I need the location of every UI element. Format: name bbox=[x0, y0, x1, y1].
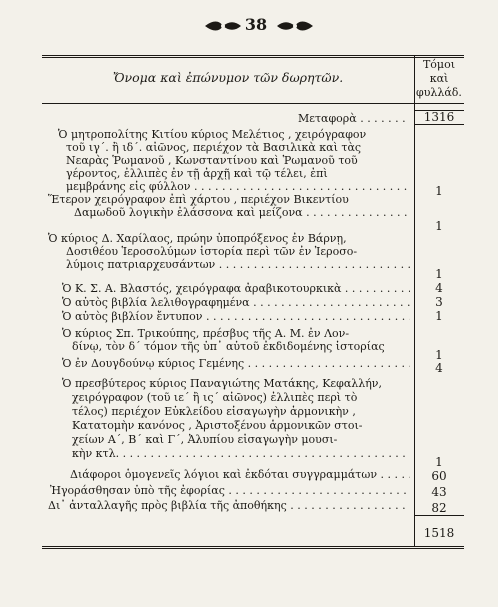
entry-line: Ἕτερον χειρόγραφον ἐπὶ χάρτου , περιέχον Βικεντίου bbox=[48, 193, 349, 206]
header-rule bbox=[42, 103, 464, 104]
entry-volumes: 43 bbox=[431, 485, 447, 499]
entry-line: Νεαρὰς Ῥωμανοῦ , Κωνσταντίνου καὶ Ῥωμανοῦ τοῦ bbox=[66, 154, 358, 167]
entry-line: λύμοις πατριαρχευσάντων . . . bbox=[66, 258, 410, 271]
table-bottom-rule bbox=[42, 546, 464, 549]
sum-rule bbox=[414, 515, 464, 516]
entry-line: Ὁ κύριος Δ. Χαρίλαος, πρώην ὑποπρόξενος ἐν Βάρνῃ, bbox=[48, 232, 347, 245]
entry-line: Δοσιθέου Ἱεροσολύμων ἱστορία περὶ τῶν ἐν Ἱεροσο- bbox=[66, 245, 358, 258]
entry-line: Ὁ μητροπολίτης Κιτίου κύριος Μελέτιος , χειρόγραφον bbox=[58, 128, 367, 141]
entry-line: Ὁ κύριος Σπ. Τρικούπης, πρέσβυς τῆς Α. Μ. ἐν Λον- bbox=[62, 327, 350, 340]
entry-line: Κατατομὴν κανόνος , Ἀριστοξένου ἁρμονικῶν στοι- bbox=[72, 419, 363, 432]
entry-volumes: 4 bbox=[435, 281, 443, 295]
entry-volumes: 1 bbox=[435, 309, 443, 323]
entry-line: Δαμωδοῦ λογικὴν ἐλάσσονα καὶ μείζονα . . . bbox=[74, 206, 410, 219]
entry-volumes: 1 bbox=[435, 455, 443, 469]
volumes-header-line: καὶ bbox=[429, 72, 449, 85]
ornament-fleuron-left-icon bbox=[205, 20, 241, 32]
entry-line: Δι᾽ ἀνταλλαγῆς πρὸς βιβλία τῆς ἀποθήκης . . . bbox=[48, 499, 410, 512]
carried-forward-volumes: 1316 bbox=[414, 110, 464, 125]
entry-volumes: 1 bbox=[435, 348, 443, 362]
entry-line: Ὁ αὐτὸς βιβλία λελιθογραφημένα . . . bbox=[62, 296, 410, 309]
volumes-header-line: φυλλάδ. bbox=[416, 86, 462, 99]
entry-volumes: 60 bbox=[431, 469, 447, 483]
entry-line: τέλος) περιέχον Εὐκλείδου εἰσαγωγὴν ἁρμονικὴν , bbox=[72, 405, 356, 418]
entry-volumes: 1 bbox=[435, 184, 443, 198]
total-volumes: 1518 bbox=[423, 526, 455, 540]
carried-forward-label: Μεταφορὰ . . . bbox=[298, 112, 408, 125]
entry-line: Ὁ Κ. Σ. Α. Βλαστός, χειρόγραφα ἀραβικοτουρκικὰ . . . bbox=[62, 282, 410, 295]
entry-line: Ὁ πρεσβύτερος κύριος Παναγιώτης Ματάκης, Κεφαλλήν, bbox=[62, 377, 382, 390]
entry-volumes: 4 bbox=[435, 361, 443, 375]
entry-volumes: 82 bbox=[431, 501, 447, 515]
entry-line: τοῦ ιγ΄. ἢ ιδ΄. αἰῶνος, περιέχον τὰ Βασιλικὰ καὶ τὰς bbox=[66, 141, 362, 154]
entry-line: γέροντος, ἐλλιπὲς ἐν τῇ ἀρχῇ καὶ τῷ τέλει, ἐπὶ bbox=[66, 167, 328, 180]
name-column-header: Ὄνομα καὶ ἐπώνυμον τῶν δωρητῶν. bbox=[112, 70, 344, 85]
volumes-column-header bbox=[414, 58, 464, 100]
ornament-fleuron-right-icon bbox=[277, 20, 313, 32]
entry-line: Ὁ ἐν Δουγδούνῳ κύριος Γεμένης . . . bbox=[62, 357, 410, 370]
page-header bbox=[0, 16, 498, 36]
entry-line: Διάφοροι ὁμογενεῖς λόγιοι καὶ ἐκδόται συγγραμμάτων . . . bbox=[70, 468, 410, 481]
entry-line: δίνῳ, τὸν δ΄ τόμον τῆς ὑπ᾽ αὐτοῦ ἐκδιδομένης ἱστορίας bbox=[72, 340, 385, 353]
page-number: 38 bbox=[244, 15, 268, 34]
entry-line: Ἠγοράσθησαν ὑπὸ τῆς ἐφορίας . . . bbox=[50, 484, 410, 497]
entry-volumes: 3 bbox=[435, 295, 443, 309]
entry-line: Ὁ αὐτὸς βιβλίον ἔντυπον . . . bbox=[62, 310, 410, 323]
entry-volumes: 1 bbox=[435, 219, 443, 233]
entry-line: κὴν κτλ. . . . bbox=[72, 447, 410, 460]
entry-line: μεμβράνης εἰς φύλλον . . . bbox=[66, 180, 410, 193]
entry-volumes: 1 bbox=[435, 267, 443, 281]
entry-line: χείων Α΄, Β΄ καὶ Γ΄, Ἀλυπίου εἰσαγωγὴν μουσι- bbox=[72, 433, 338, 446]
entry-line: χειρόγραφον (τοῦ ιε΄ ἢ ις΄ αἰῶνος) ἐλλιπὲς περὶ τὸ bbox=[72, 391, 358, 404]
volumes-header-line: Τόμοι bbox=[422, 58, 456, 71]
table-top-rule bbox=[42, 55, 464, 58]
